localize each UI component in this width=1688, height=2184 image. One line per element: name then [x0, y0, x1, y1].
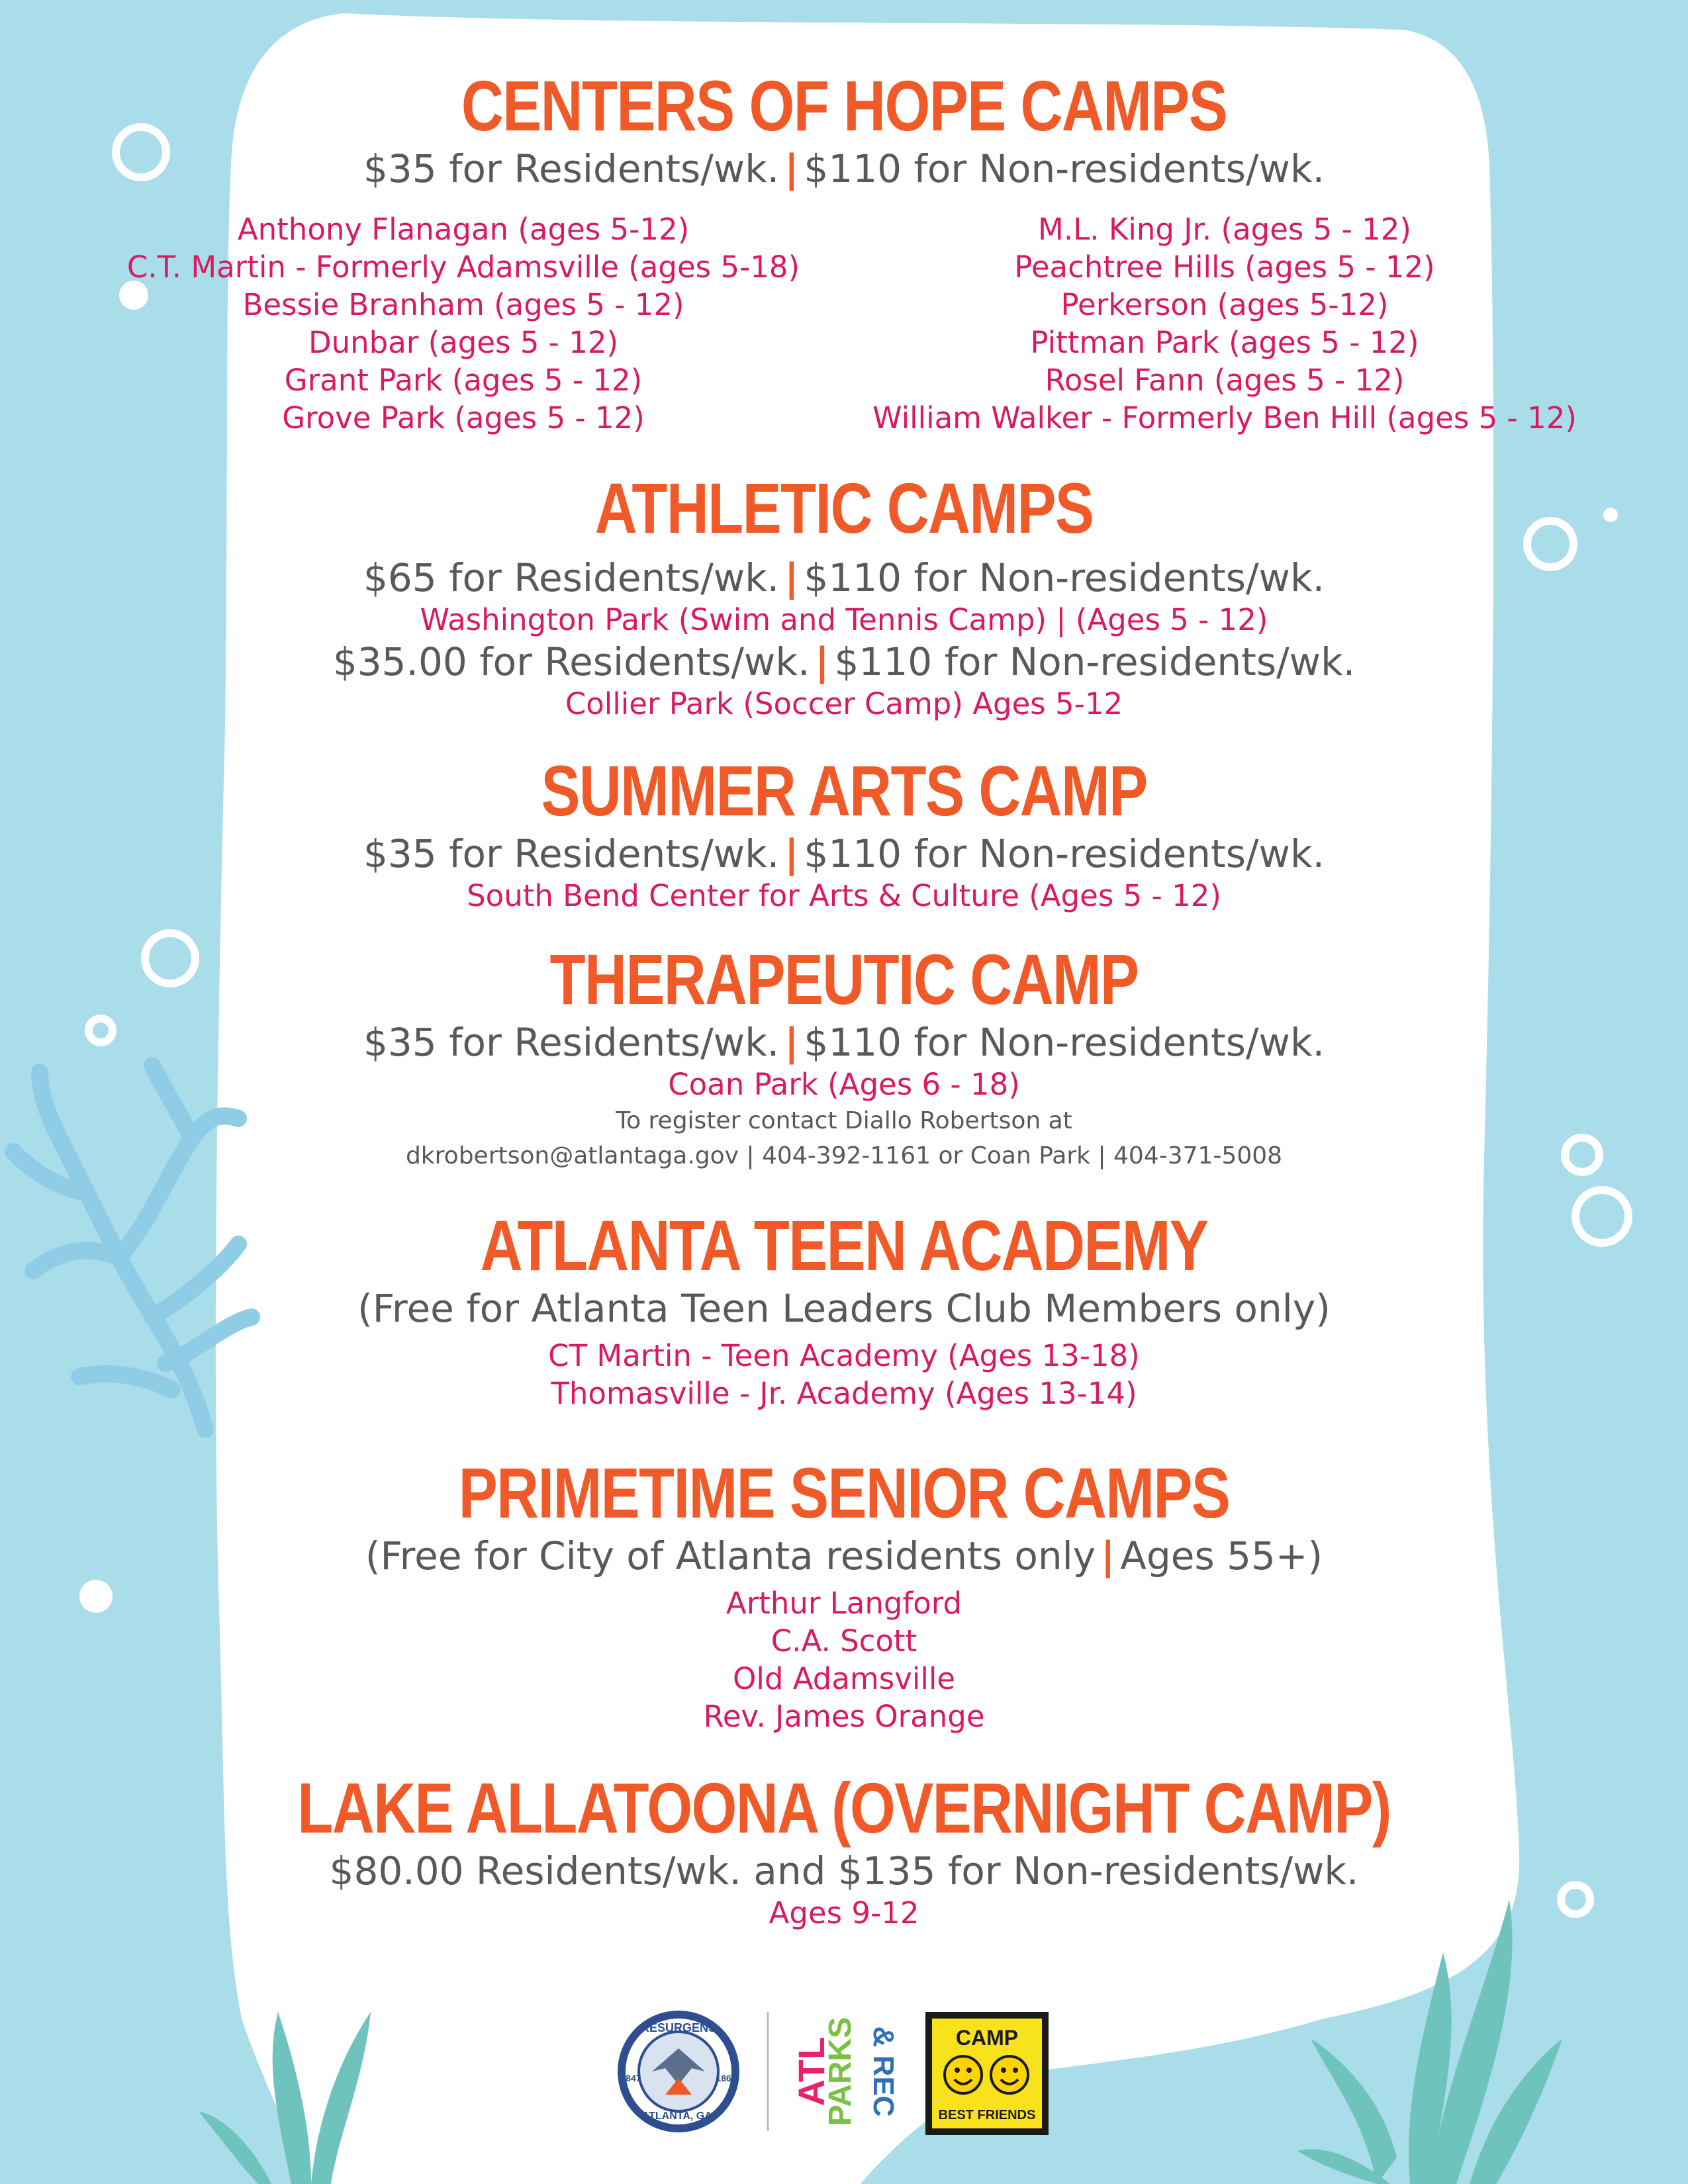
price-line: [0, 831, 1688, 877]
separator: |: [784, 146, 799, 191]
summer-arts-section: [0, 751, 1688, 915]
location-item: Thomasville - Jr. Academy (Ages 13-14): [551, 1376, 1137, 1411]
contact-text: To register contact Diallo Robertson at: [616, 1107, 1072, 1134]
seal-year-right: 1865: [716, 2073, 737, 2083]
location-item: South Bend Center for Arts & Culture (Ages 5 - 12): [467, 878, 1221, 913]
location-item: CT Martin - Teen Academy (Ages 13-18): [548, 1338, 1140, 1373]
separator: |: [1101, 1533, 1115, 1578]
location-item: Bessie Branham (ages 5 - 12): [242, 287, 684, 322]
price-line: $80.00 Residents/wk. and $135 for Non-residents/wk.: [329, 1848, 1359, 1893]
non-resident-price: $110 for Non-residents/wk.: [804, 146, 1325, 191]
therapeutic-section: [0, 940, 1688, 1173]
teen-academy-section: [0, 1206, 1688, 1412]
price-line: [0, 555, 1688, 601]
location-item: C.A. Scott: [771, 1623, 917, 1659]
location-item: Old Adamsville: [732, 1661, 956, 1696]
location-item: Dunbar (ages 5 - 12): [308, 325, 619, 360]
seal-top-text: RESURGENS: [640, 2021, 717, 2034]
location-item: Anthony Flanagan (ages 5-12): [237, 212, 690, 247]
section-heading: ATHLETIC CAMPS: [594, 468, 1094, 548]
location-item: Rosel Fann (ages 5 - 12): [1045, 363, 1405, 398]
location-item: Arthur Langford: [726, 1586, 962, 1621]
section-heading: PRIMETIME SENIOR CAMPS: [458, 1453, 1230, 1533]
non-resident-price: $110 for Non-residents/wk.: [804, 831, 1325, 876]
location-item: Coan Park (Ages 6 - 18): [668, 1067, 1020, 1102]
section-heading: SUMMER ARTS CAMP: [541, 751, 1147, 831]
camp-top-text: CAMP: [955, 2026, 1019, 2050]
price-line: [0, 146, 1688, 192]
section-heading: LAKE ALLATOONA (OVERNIGHT CAMP): [297, 1768, 1391, 1848]
eligibility-note: (Free for Atlanta Teen Leaders Club Members only): [357, 1286, 1331, 1331]
price-line: [0, 1019, 1688, 1066]
centers-of-hope-section: [0, 66, 1688, 192]
non-resident-price: $110 for Non-residents/wk.: [804, 1020, 1325, 1065]
separator: |: [784, 1020, 799, 1065]
location-item: Peachtree Hills (ages 5 - 12): [1014, 250, 1435, 285]
location-item: Perkerson (ages 5-12): [1060, 287, 1389, 322]
section-heading: THERAPEUTIC CAMP: [549, 939, 1139, 1019]
camp-bottom-text: BEST FRIENDS: [938, 2108, 1036, 2122]
city-seal-logo: [618, 2011, 739, 2132]
camp-best-friends-logo: [925, 2012, 1049, 2135]
price-line: [0, 639, 1688, 685]
age-range: Ages 9-12: [769, 1895, 919, 1931]
non-resident-price: $110 for Non-residents/wk.: [804, 555, 1325, 600]
separator: |: [815, 639, 829, 684]
location-item: Pittman Park (ages 5 - 12): [1030, 325, 1419, 360]
resident-price: $35 for Residents/wk.: [363, 1020, 780, 1065]
section-heading: CENTERS OF HOPE CAMPS: [461, 66, 1227, 146]
location-item: Grove Park (ages 5 - 12): [282, 400, 645, 435]
resident-price: $35 for Residents/wk.: [363, 146, 780, 191]
eligibility-text: (Free for City of Atlanta residents only: [365, 1533, 1096, 1578]
location-item: Washington Park (Swim and Tennis Camp) | (Ages 5 - 12): [420, 602, 1268, 637]
location-item: William Walker - Formerly Ben Hill (ages 5 - 12): [872, 400, 1577, 435]
eligibility-note: [0, 1533, 1688, 1579]
section-heading: ATLANTA TEEN ACADEMY: [480, 1205, 1208, 1285]
contact-details: dkrobertson@atlantaga.gov | 404-392-1161 or Coan Park | 404-371-5008: [405, 1142, 1283, 1169]
location-item: Rev. James Orange: [703, 1699, 985, 1734]
separator: |: [784, 555, 799, 600]
atl-parks-rec-logo: [790, 2017, 900, 2126]
seal-year-left: 1847: [620, 2073, 641, 2083]
location-item: Grant Park (ages 5 - 12): [284, 363, 643, 398]
senior-locations: [0, 1584, 1688, 1735]
separator: |: [784, 831, 799, 876]
resident-price: $35 for Residents/wk.: [363, 831, 780, 876]
age-text: Ages 55+): [1120, 1533, 1323, 1578]
resident-price: $35.00 for Residents/wk.: [332, 639, 810, 684]
lake-allatoona-section: [0, 1768, 1688, 1932]
location-item: Collier Park (Soccer Camp) Ages 5-12: [565, 686, 1123, 721]
centers-right-column: [794, 210, 1655, 437]
parks-rec-text: & REC: [867, 2026, 900, 2117]
parks-parks-text: PARKS: [823, 2017, 858, 2126]
non-resident-price: $110 for Non-residents/wk.: [834, 639, 1356, 684]
parks-atl-text: ATL: [790, 2036, 832, 2107]
senior-camps-section: [0, 1453, 1688, 1735]
resident-price: $65 for Residents/wk.: [363, 555, 780, 600]
athletic-camps-section: [0, 469, 1688, 723]
footer-logos: [0, 2005, 1688, 2138]
centers-left-column: [46, 210, 880, 437]
seal-bottom-text: ATLANTA, GA.: [641, 2111, 716, 2122]
location-item: M.L. King Jr. (ages 5 - 12): [1038, 212, 1411, 247]
location-item: C.T. Martin - Formerly Adamsville (ages 5-18): [126, 250, 800, 285]
